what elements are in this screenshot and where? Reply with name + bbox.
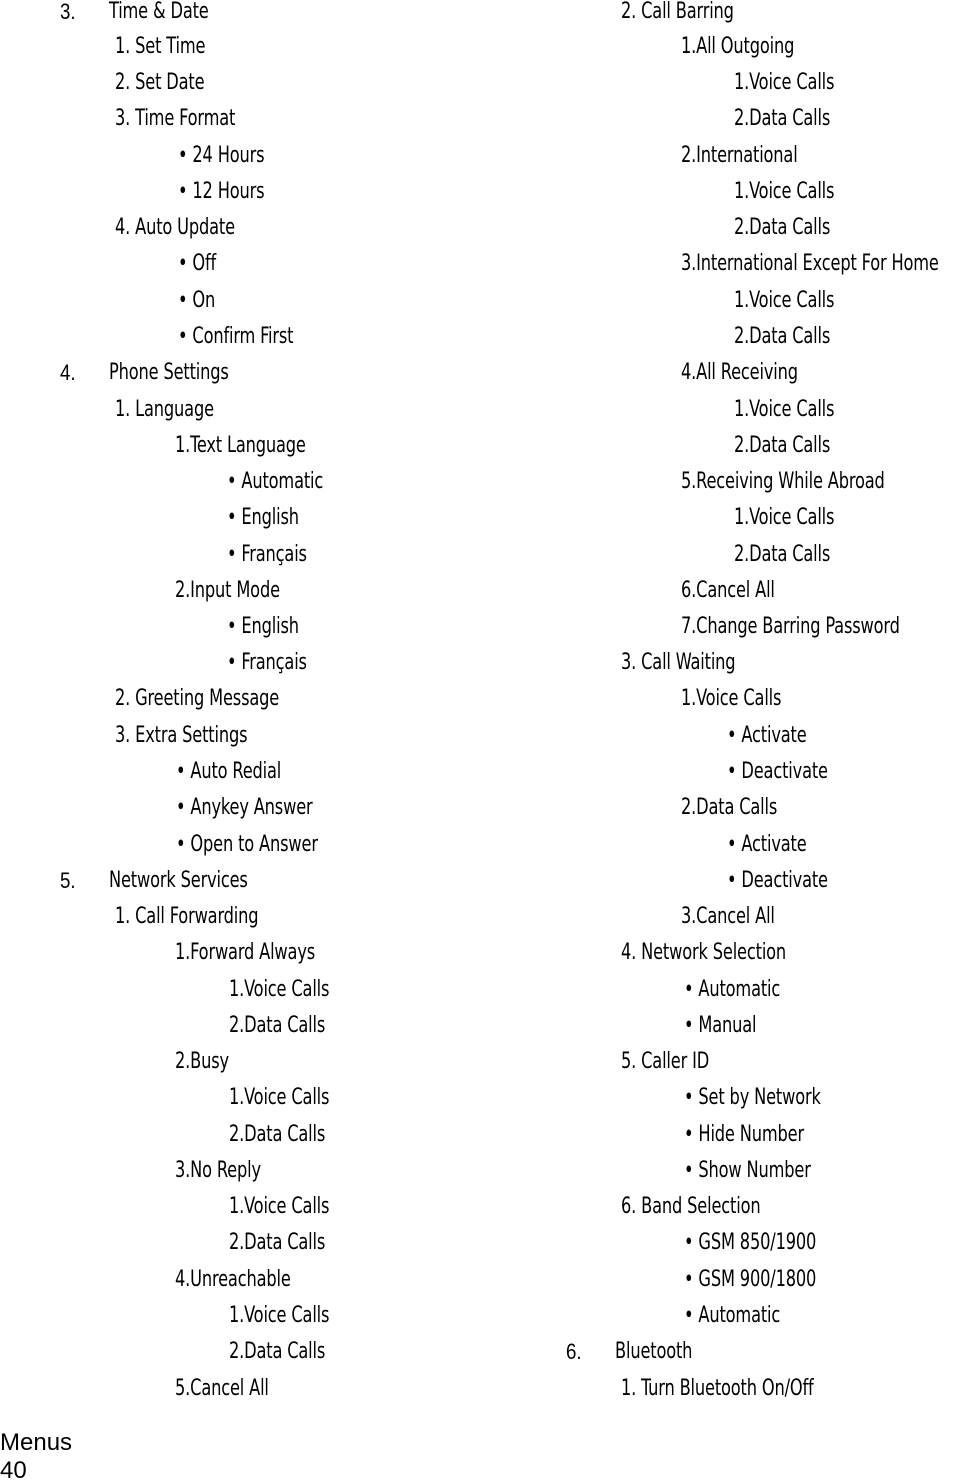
menu-item-level-3: 5.Receiving While Abroad <box>681 469 885 494</box>
menu-option: • Automatic <box>227 469 324 494</box>
menu-item-level-1: Bluetooth <box>615 1339 693 1364</box>
footer-section-title: Menus <box>0 1429 73 1456</box>
menu-option: • Deactivate <box>727 759 828 784</box>
menu-option: • Confirm First <box>178 324 294 349</box>
menu-item-level-2: 3. Call Waiting <box>621 650 736 675</box>
menu-item-level-4: 2.Data Calls <box>734 324 831 349</box>
menu-item-level-3: 2.International <box>681 143 798 168</box>
menu-item-level-3: 1.Voice Calls <box>681 686 782 711</box>
menu-option: • 12 Hours <box>178 179 265 204</box>
menu-item-level-2: 3. Extra Settings <box>115 723 248 748</box>
menu-item-level-4: 2.Data Calls <box>229 1230 326 1255</box>
menu-item-level-1: Time & Date <box>109 0 209 24</box>
menu-item-level-4: 1.Voice Calls <box>229 1194 330 1219</box>
menu-item-level-3: 1.Text Language <box>175 433 306 458</box>
menu-item-level-3: 1.Forward Always <box>175 940 316 965</box>
menu-option: • GSM 900/1800 <box>684 1267 817 1292</box>
menu-option: • Activate <box>727 723 807 748</box>
menu-number: 5. <box>60 868 76 893</box>
menu-item-level-3: 2.Data Calls <box>681 795 778 820</box>
menu-item-level-4: 1.Voice Calls <box>229 1085 330 1110</box>
menu-option: • Set by Network <box>684 1085 821 1110</box>
menu-item-level-1: Network Services <box>109 868 248 893</box>
menu-item-level-3: 4.Unreachable <box>175 1267 291 1292</box>
menu-item-level-3: 2.Input Mode <box>175 578 280 603</box>
menu-item-level-2: 1. Language <box>115 397 214 422</box>
menu-item-level-4: 2.Data Calls <box>229 1339 326 1364</box>
menu-item-level-2: 2. Call Barring <box>621 0 734 24</box>
menu-option: • English <box>227 505 299 530</box>
menu-item-level-2: 2. Set Date <box>115 70 205 95</box>
menu-item-level-2: 3. Time Format <box>115 106 236 131</box>
menu-option: • Hide Number <box>684 1122 804 1147</box>
menu-item-level-3: 3.Cancel All <box>681 904 775 929</box>
menu-number: 6. <box>566 1339 582 1364</box>
menu-item-level-4: 1.Voice Calls <box>734 70 835 95</box>
menu-item-level-4: 1.Voice Calls <box>734 397 835 422</box>
menu-item-level-4: 1.Voice Calls <box>734 179 835 204</box>
menu-item-level-3: 6.Cancel All <box>681 578 775 603</box>
menu-option: • Français <box>227 542 307 567</box>
menu-option: • English <box>227 614 299 639</box>
menu-item-level-2: 1. Turn Bluetooth On/Off <box>621 1376 814 1401</box>
menu-item-level-2: 1. Call Forwarding <box>115 904 259 929</box>
menu-number: 3. <box>60 0 76 24</box>
menu-item-level-2: 2. Greeting Message <box>115 686 280 711</box>
menu-option: • Anykey Answer <box>176 795 313 820</box>
menu-item-level-4: 1.Voice Calls <box>734 288 835 313</box>
menu-option: • Automatic <box>684 1303 781 1328</box>
menu-item-level-4: 1.Voice Calls <box>734 505 835 530</box>
menu-item-level-4: 2.Data Calls <box>734 106 831 131</box>
menu-option: • On <box>178 288 216 313</box>
menu-option: • 24 Hours <box>178 143 265 168</box>
menu-item-level-1: Phone Settings <box>109 360 229 385</box>
menu-item-level-4: 2.Data Calls <box>734 433 831 458</box>
menu-item-level-4: 2.Data Calls <box>229 1122 326 1147</box>
menu-item-level-4: 2.Data Calls <box>229 1013 326 1038</box>
menu-option: • Show Number <box>684 1158 811 1183</box>
menu-option: • GSM 850/1900 <box>684 1230 817 1255</box>
menu-item-level-2: 1. Set Time <box>115 34 206 59</box>
menu-item-level-3: 2.Busy <box>175 1049 229 1074</box>
menu-option: • Automatic <box>684 977 781 1002</box>
menu-item-level-2: 4. Network Selection <box>621 940 787 965</box>
menu-option: • Manual <box>684 1013 757 1038</box>
menu-option: • Activate <box>727 832 807 857</box>
menu-item-level-3: 5.Cancel All <box>175 1376 269 1401</box>
menu-item-level-4: 2.Data Calls <box>734 542 831 567</box>
menu-option: • Open to Answer <box>176 832 318 857</box>
menu-item-level-2: 5. Caller ID <box>621 1049 710 1074</box>
menu-item-level-2: 4. Auto Update <box>115 215 235 240</box>
menu-item-level-3: 4.All Receiving <box>681 360 798 385</box>
menu-item-level-4: 1.Voice Calls <box>229 1303 330 1328</box>
menu-option: • Français <box>227 650 307 675</box>
menu-item-level-3: 3.No Reply <box>175 1158 261 1183</box>
menu-item-level-4: 2.Data Calls <box>734 215 831 240</box>
menu-item-level-2: 6. Band Selection <box>621 1194 761 1219</box>
menu-item-level-3: 3.International Except For Home <box>681 251 939 276</box>
menu-item-level-3: 1.All Outgoing <box>681 34 795 59</box>
menu-item-level-3: 7.Change Barring Password <box>681 614 900 639</box>
menu-item-level-4: 1.Voice Calls <box>229 977 330 1002</box>
menu-option: • Auto Redial <box>176 759 282 784</box>
menu-option: • Off <box>178 251 217 276</box>
menu-number: 4. <box>60 360 76 385</box>
footer-page-number: 40 <box>0 1457 27 1484</box>
menu-option: • Deactivate <box>727 868 828 893</box>
